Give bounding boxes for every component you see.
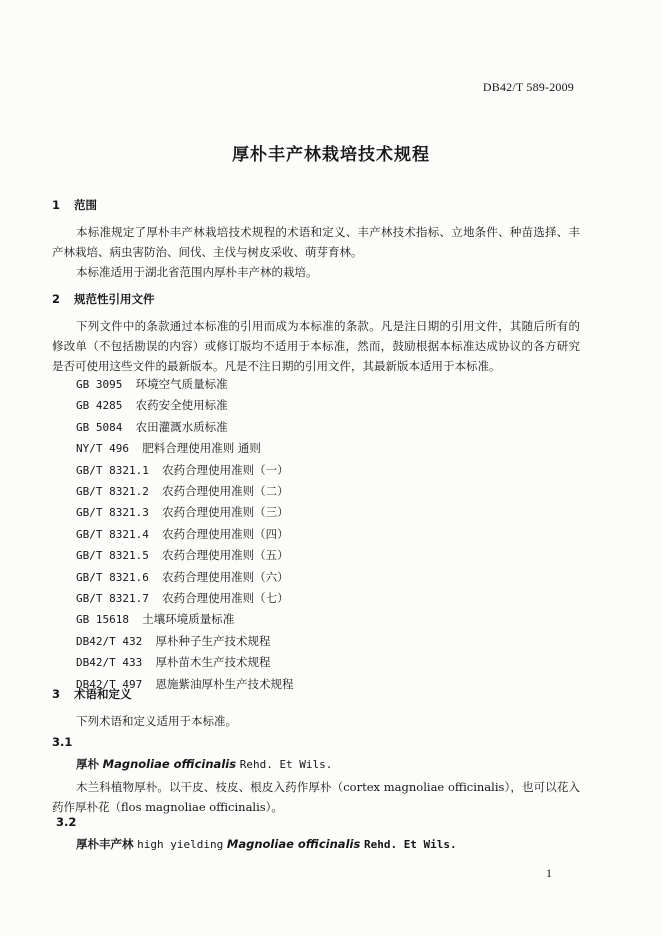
- reference-item: [76, 419, 228, 435]
- reference-item: [76, 504, 289, 520]
- reference-item: [76, 526, 289, 542]
- reference-item: [76, 397, 228, 413]
- reference-name: 环境空气质量标准: [135, 377, 228, 391]
- section-number: 1: [52, 198, 61, 212]
- reference-name: 农药合理使用准则（四）: [162, 526, 289, 541]
- section-title: 术语和定义: [74, 687, 132, 701]
- reference-name: 农田灌溉水质标准: [135, 419, 228, 434]
- reference-name: 恩施紫油厚朴生产技术规程: [155, 676, 294, 691]
- reference-name: 厚朴苗木生产技术规程: [155, 655, 271, 670]
- reference-name: 土壤环境质量标准: [142, 612, 235, 627]
- scope-paragraph-1: 本标准规定了厚朴丰产林栽培技术规程的术语和定义、丰产林技术指标、立地条件、种苗选择、丰产林栽培、病虫害防治、间伐、主伐与树皮采收、萌芽育林。: [52, 225, 580, 259]
- reference-name: 农药合理使用准则（五）: [162, 548, 289, 563]
- reference-code: GB 15618: [76, 613, 129, 627]
- reference-item: [76, 547, 289, 563]
- term-latin-name: Magnoliae officinalis: [226, 837, 361, 851]
- term-3-2-number: 3.2: [56, 815, 77, 829]
- reference-item: [76, 611, 234, 627]
- section-title: 范围: [74, 198, 97, 212]
- term-chinese-name: 厚朴丰产林: [76, 837, 134, 851]
- term-3-1-number: 3.1: [52, 735, 73, 749]
- term-latin-name: Magnoliae officinalis: [102, 757, 237, 771]
- reference-code: GB/T 8321.1: [76, 463, 149, 477]
- section-number: 3: [52, 687, 61, 701]
- reference-code: GB/T 8321.4: [76, 527, 149, 541]
- reference-name: 农药合理使用准则（七）: [162, 591, 289, 605]
- standard-code: DB42/T 589-2009: [482, 80, 574, 94]
- reference-name: 农药合理使用准则（一）: [162, 462, 289, 477]
- term-english-name: high yielding: [137, 838, 224, 851]
- section-number: 2: [52, 292, 61, 306]
- term-chinese-name: 厚朴: [76, 757, 99, 771]
- document-title: 厚朴丰产林栽培技术规程: [232, 145, 430, 165]
- reference-name: 厚朴种子生产技术规程: [155, 633, 271, 648]
- reference-item: [76, 590, 289, 606]
- term-3-2-heading: [76, 836, 457, 852]
- reference-name: 农药合理使用准则（二）: [162, 484, 289, 498]
- section-3-heading: [52, 686, 132, 702]
- reference-name: 农药合理使用准则（三）: [162, 505, 289, 520]
- reference-code: NY/T 496: [76, 442, 129, 456]
- reference-name: 农药安全使用标准: [135, 398, 228, 413]
- reference-code: GB 3095: [76, 378, 123, 391]
- section-1-heading: [52, 197, 97, 213]
- reference-code: GB/T 8321.7: [76, 592, 149, 605]
- page-number: 1: [546, 866, 552, 880]
- reference-item: [76, 440, 261, 456]
- reference-code: DB42/T 433: [76, 656, 143, 670]
- reference-item: [76, 462, 289, 478]
- reference-item: [76, 569, 289, 585]
- reference-name: 肥料合理使用准则 通则: [142, 441, 261, 456]
- reference-code: GB/T 8321.5: [76, 549, 149, 563]
- reference-name: 农药合理使用准则（六）: [162, 569, 289, 584]
- reference-code: GB 5084: [76, 420, 123, 434]
- reference-item: [76, 376, 228, 392]
- reference-code: DB42/T 497: [76, 677, 143, 691]
- term-author: Rehd. Et Wils.: [239, 758, 333, 771]
- scope-paragraph-2: 本标准适用于湖北省范围内厚朴丰产林的栽培。: [76, 265, 318, 279]
- term-3-1-heading: [76, 756, 332, 772]
- reference-code: GB 4285: [76, 399, 123, 413]
- reference-item: [76, 633, 270, 649]
- term-author: Rehd. Et Wils.: [363, 838, 457, 851]
- reference-code: DB42/T 432: [76, 634, 143, 648]
- terms-intro-paragraph: 下列术语和定义适用于本标准。: [76, 714, 237, 728]
- reference-item: [76, 483, 289, 499]
- reference-code: GB/T 8321.2: [76, 485, 149, 498]
- term-3-1-definition: 木兰科植物厚朴。以干皮、枝皮、根皮入药作厚朴（cortex magnoliae officinalis），也可以花入药作厚朴花（flos magnoliae officinalis）。: [52, 780, 580, 814]
- reference-item: [76, 654, 270, 670]
- reference-code: GB/T 8321.6: [76, 570, 149, 584]
- section-title: 规范性引用文件: [74, 292, 155, 306]
- references-intro-paragraph: 下列文件中的条款通过本标准的引用而成为本标准的条款。凡是注日期的引用文件，其随后所有的修改单（不包括勘误的内容）或修订版均不适用于本标准，然而，鼓励根据本标准达成协议的各方研究是否可使用这些文件的最新版本。凡是不注日期的引用文件，其最新版本适用于本标准。: [52, 319, 580, 373]
- reference-code: GB/T 8321.3: [76, 506, 149, 520]
- section-2-heading: [52, 291, 155, 307]
